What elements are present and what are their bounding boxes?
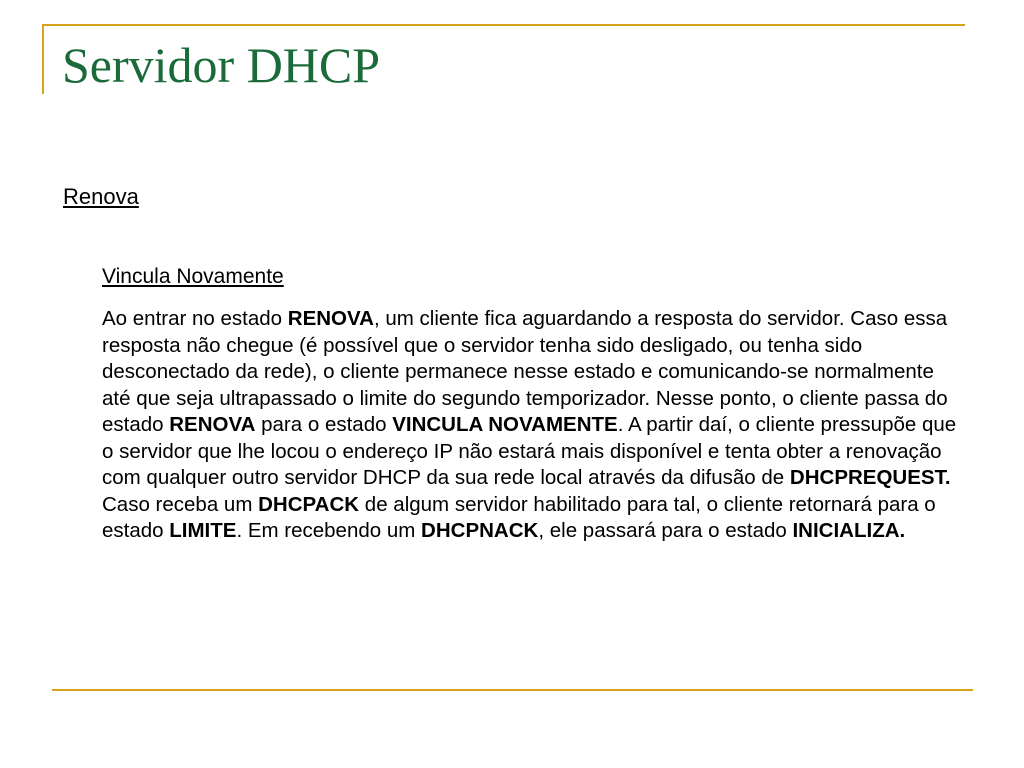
paragraph-keyword: DHCPACK xyxy=(258,492,360,516)
paragraph-keyword: RENOVA xyxy=(287,307,374,330)
paragraph-keyword: LIMITE xyxy=(169,519,237,542)
paragraph-keyword: DHCPNACK xyxy=(421,519,539,542)
subheading-vincula-novamente: Vincula Novamente xyxy=(102,265,284,288)
paragraph-keyword: INICIALIZA. xyxy=(792,519,906,542)
paragraph-segment: para o estado xyxy=(255,413,393,436)
paragraph-segment: Caso receba um xyxy=(102,492,259,516)
paragraph-segment: Ao entrar no estado xyxy=(102,307,288,330)
paragraph-keyword: DHCPREQUEST. xyxy=(789,466,951,489)
body-paragraph xyxy=(102,306,960,545)
paragraph-keyword: RENOVA xyxy=(169,413,256,436)
left-gold-rule xyxy=(42,24,44,94)
paragraph-keyword: VINCULA NOVAMENTE xyxy=(392,413,618,436)
bottom-gold-rule xyxy=(52,689,973,691)
paragraph-segment: , um cliente fica aguardando a resposta do servidor. Caso essa resposta não chegue (é possível que o servidor tenha sido desligado, ou tenha sido desconectado da rede), o cliente permanece nesse estado e comunicando-se normalmente até que seja ultrapassado o limite do segundo temporizador. Nesse ponto, o cliente passa do estado xyxy=(102,307,948,436)
section-heading-renova: Renova xyxy=(63,184,139,209)
top-gold-rule xyxy=(42,24,965,26)
paragraph-segment: . Em recebendo um xyxy=(236,519,422,542)
slide-title: Servidor DHCP xyxy=(62,37,381,93)
paragraph-segment: . A partir daí, o cliente pressupõe que o servidor que lhe locou o endereço IP não estará mais disponível e tenta obter a renovação com qualquer outro servidor DHCP da sua rede local através da difusão de xyxy=(102,413,957,489)
paragraph-segment: , ele passará para o estado xyxy=(538,519,793,542)
paragraph-segment: de algum servidor habilitado para tal, o cliente retornará para o estado xyxy=(102,492,936,542)
